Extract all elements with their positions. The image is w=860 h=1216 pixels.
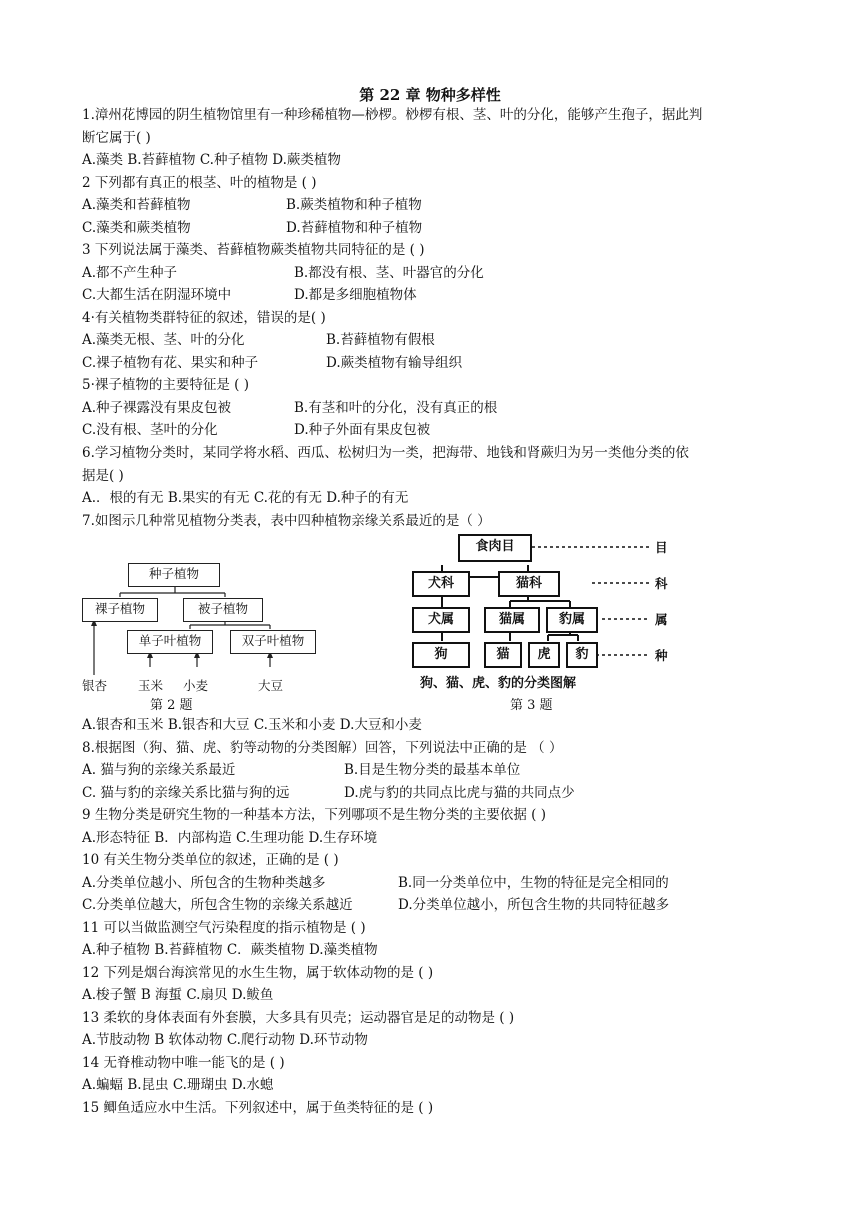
species-tiger-box: 虎 bbox=[528, 642, 560, 668]
genus-canis-box: 犬属 bbox=[412, 607, 470, 633]
q5-option-c: C.没有根、茎叶的分化 bbox=[82, 422, 218, 438]
family-felidae-box: 猫科 bbox=[498, 571, 560, 597]
q8-option-a: A. 猫与狗的亲缘关系最近 bbox=[82, 762, 236, 778]
q4-option-a: A.藻类无根、茎、叶的分化 bbox=[82, 332, 245, 348]
q10-option-a: A.分类单位越小、所包含的生物种类越多 bbox=[82, 875, 326, 891]
q9-stem: 9 生物分类是研究生物的一种基本方法，下列哪项不是生物分类的主要依据 ( ) bbox=[82, 807, 546, 823]
wheat-label: 小麦 bbox=[183, 678, 209, 693]
q2-option-c: C.藻类和蕨类植物 bbox=[82, 220, 191, 236]
figure-3-caption: 第 3 题 bbox=[510, 698, 553, 713]
monocot-box: 单子叶植物 bbox=[127, 630, 213, 654]
q7-stem: 7.如图示几种常见植物分类表，表中四种植物亲缘关系最近的是（ ） bbox=[82, 513, 491, 529]
q8-option-b: B.目是生物分类的最基本单位 bbox=[344, 762, 521, 778]
q3-option-c: C.大都生活在阴湿环境中 bbox=[82, 287, 232, 303]
gymnosperm-box: 裸子植物 bbox=[82, 598, 158, 622]
q11-options: A.种子植物 B.苔藓植物 C．蕨类植物 D.藻类植物 bbox=[82, 942, 378, 958]
q6-options: A.．根的有无 B.果实的有无 C.花的有无 D.种子的有无 bbox=[82, 490, 409, 506]
genus-felis-box: 猫属 bbox=[484, 607, 540, 633]
q4-option-c: C.裸子植物有花、果实和种子 bbox=[82, 355, 259, 371]
q10-option-c: C.分类单位越大，所包含生物的亲缘关系越近 bbox=[82, 897, 353, 913]
q12-options: A.梭子蟹 B 海蜇 C.扇贝 D.鲅鱼 bbox=[82, 987, 274, 1003]
q8-stem: 8.根据图（狗、猫、虎、豹等动物的分类图解）回答，下列说法中正确的是 （ ） bbox=[82, 740, 563, 756]
ginkgo-label: 银杏 bbox=[82, 678, 108, 693]
rank-species-label: 种 bbox=[655, 648, 668, 663]
rank-order-label: 目 bbox=[655, 540, 668, 555]
q3-stem: 3 下列说法属于藻类、苔藓植物蕨类植物共同特征的是 ( ) bbox=[82, 242, 425, 258]
q12-stem: 12 下列是烟台海滨常见的水生生物，属于软体动物的是 ( ) bbox=[82, 965, 434, 981]
q14-stem: 14 无脊椎动物中唯一能飞的是 ( ) bbox=[82, 1055, 285, 1071]
q3-option-a: A.都不产生种子 bbox=[82, 265, 178, 281]
q7-options: A.银杏和玉米 B.银杏和大豆 C.玉米和小麦 D.大豆和小麦 bbox=[82, 717, 422, 733]
genus-panthera-box: 豹属 bbox=[546, 607, 598, 633]
q5-stem: 5·裸子植物的主要特征是 ( ) bbox=[82, 377, 249, 393]
species-leopard-box: 豹 bbox=[566, 642, 598, 668]
page-title: 第 22 章 物种多样性 bbox=[359, 86, 501, 104]
q5-option-d: D.种子外面有果皮包被 bbox=[294, 422, 431, 438]
q8-option-d: D.虎与豹的共同点比虎与猫的共同点少 bbox=[344, 785, 575, 801]
q11-stem: 11 可以当做监测空气污染程度的指示植物是 ( ) bbox=[82, 920, 366, 936]
species-dog-box: 狗 bbox=[412, 642, 470, 668]
q4-option-b: B.苔藓植物有假根 bbox=[326, 332, 435, 348]
q4-stem: 4·有关植物类群特征的叙述，错误的是( ) bbox=[82, 310, 326, 326]
q3-option-d: D.都是多细胞植物体 bbox=[294, 287, 417, 303]
q4-option-d: D.蕨类植物有输导组织 bbox=[326, 355, 463, 371]
q2-option-d: D.苔藓植物和种子植物 bbox=[286, 220, 423, 236]
species-cat-box: 猫 bbox=[484, 642, 522, 668]
q10-option-b: B.同一分类单位中，生物的特征是完全相同的 bbox=[398, 875, 669, 891]
q5-option-b: B.有茎和叶的分化，没有真正的根 bbox=[294, 400, 498, 416]
corn-label: 玉米 bbox=[138, 678, 164, 693]
q15-stem: 15 鲫鱼适应水中生活。下列叙述中，属于鱼类特征的是 ( ) bbox=[82, 1100, 434, 1116]
plant-classification-diagram bbox=[80, 555, 380, 695]
rank-family-label: 科 bbox=[655, 576, 668, 591]
q10-stem: 10 有关生物分类单位的叙述，正确的是 ( ) bbox=[82, 852, 339, 868]
q13-options: A.节肢动物 B 软体动物 C.爬行动物 D.环节动物 bbox=[82, 1032, 368, 1048]
soybean-label: 大豆 bbox=[258, 678, 284, 693]
q2-option-a: A.藻类和苔藓植物 bbox=[82, 197, 191, 213]
seed-plant-box: 种子植物 bbox=[128, 563, 220, 587]
q1-options: A.藻类 B.苔藓植物 C.种子植物 D.蕨类植物 bbox=[82, 152, 341, 168]
q8-option-c: C. 猫与豹的亲缘关系比猫与狗的远 bbox=[82, 785, 290, 801]
q2-option-b: B.蕨类植物和种子植物 bbox=[286, 197, 422, 213]
q3-option-b: B.都没有根、茎、叶器官的分化 bbox=[294, 265, 484, 281]
animal-diagram-title: 狗、猫、虎、豹的分类图解 bbox=[420, 676, 577, 691]
q10-option-d: D.分类单位越小，所包含生物的共同特征越多 bbox=[398, 897, 670, 913]
angiosperm-box: 被子植物 bbox=[183, 598, 263, 622]
q5-option-a: A.种子裸露没有果皮包被 bbox=[82, 400, 232, 416]
q9-options: A.形态特征 B．内部构造 C.生理功能 D.生存环境 bbox=[82, 830, 378, 846]
q6-stem: 6.学习植物分类时，某同学将水稻、西瓜、松树归为一类，把海带、地钱和肾蕨归为另一类他分类的依 bbox=[82, 445, 689, 461]
q1-stem: 1.漳州花博园的阴生植物馆里有一种珍稀植物—桫椤。桫椤有根、茎、叶的分化，能够产生孢子，据此判 bbox=[82, 107, 703, 123]
order-carnivora-box: 食肉目 bbox=[458, 534, 532, 562]
q2-stem: 2 下列都有真正的根茎、叶的植物是 ( ) bbox=[82, 175, 317, 191]
dicot-box: 双子叶植物 bbox=[230, 630, 316, 654]
figure-2-caption: 第 2 题 bbox=[150, 698, 193, 713]
family-canidae-box: 犬科 bbox=[412, 571, 470, 597]
q1-stem-cont: 断它属于( ) bbox=[82, 130, 151, 146]
q6-stem-cont: 据是( ) bbox=[82, 468, 124, 484]
q14-options: A.蝙蝠 B.昆虫 C.珊瑚虫 D.水螅 bbox=[82, 1077, 274, 1093]
rank-genus-label: 属 bbox=[655, 612, 668, 627]
q13-stem: 13 柔软的身体表面有外套膜，大多具有贝壳；运动器官是足的动物是 ( ) bbox=[82, 1010, 515, 1026]
